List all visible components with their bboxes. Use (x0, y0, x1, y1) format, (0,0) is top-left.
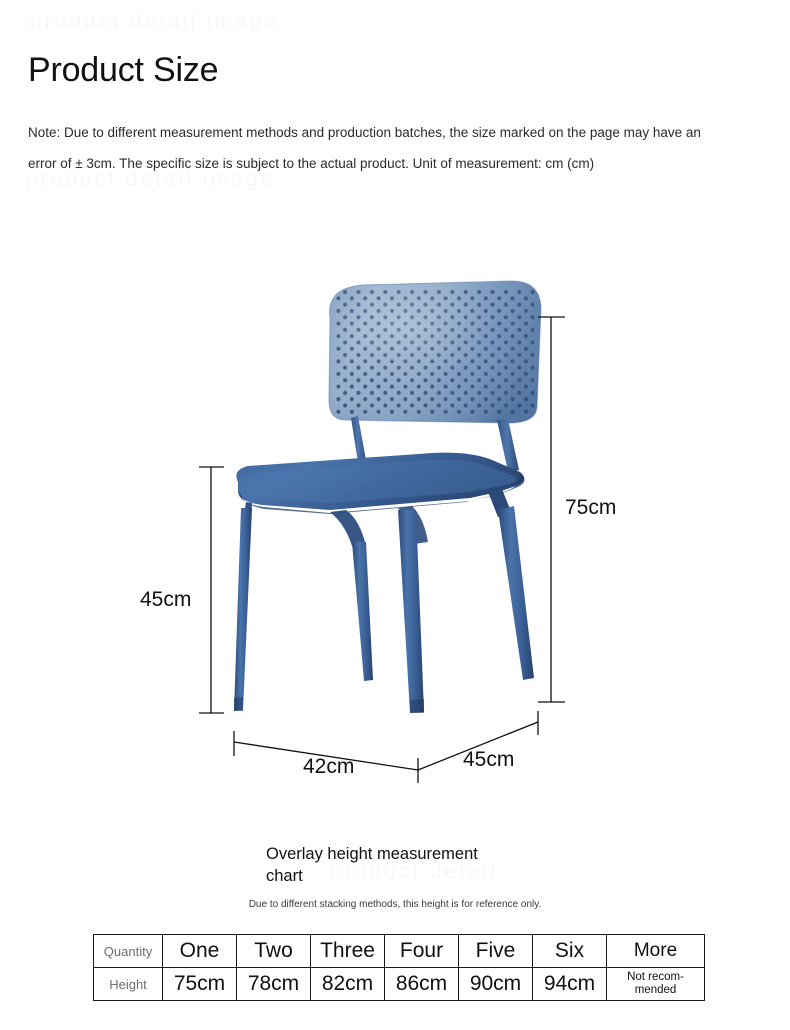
dimension-total-height (538, 317, 565, 702)
chair-diagram (0, 270, 790, 800)
cell-quantity-more: More (607, 935, 705, 968)
stacking-height-table (93, 934, 705, 1001)
cell-height-6: 94cm (533, 968, 607, 1001)
cell-quantity-5: Five (459, 935, 533, 968)
dimension-label-seat-height: 45cm (140, 588, 192, 611)
cell-height-3: 82cm (311, 968, 385, 1001)
watermark-ghost-mid: product detail image (26, 168, 276, 191)
cell-quantity-6: Six (533, 935, 607, 968)
cell-height-more-line2: mended (634, 984, 677, 996)
cell-height-2: 78cm (237, 968, 311, 1001)
chair-illustration-svg (0, 270, 790, 800)
row-header-quantity: Quantity (94, 935, 163, 968)
cell-height-more-line1: Not recom- (627, 971, 684, 983)
cell-height-1: 75cm (163, 968, 237, 1001)
chair-backrest (329, 281, 543, 425)
dimension-label-depth: 42cm (303, 755, 355, 778)
cell-height-more (607, 968, 705, 1001)
page-title: Product Size (28, 50, 219, 89)
cell-quantity-2: Two (237, 935, 311, 968)
dimension-label-total-height: 75cm (565, 496, 617, 519)
table-row-height (94, 968, 705, 1001)
table-row-quantity (94, 935, 705, 968)
watermark-ghost-bottom: product detail (330, 860, 499, 883)
overlay-chart-title: Overlay height measurement chart (266, 845, 478, 885)
cell-quantity-3: Three (311, 935, 385, 968)
cell-height-4: 86cm (385, 968, 459, 1001)
measurement-note: Note: Due to different measurement methods and production batches, the size marked on the page may have an error of ± 3cm. The specific size is subject to the actual product. Unit of measurement: cm (cm) (28, 124, 701, 171)
dimension-label-width: 45cm (463, 748, 515, 771)
watermark-ghost-top: product detail image (30, 10, 280, 33)
dimension-width (418, 711, 538, 783)
chair-seat (236, 453, 524, 514)
cell-quantity-4: Four (385, 935, 459, 968)
overlay-chart-note: Due to different stacking methods, this height is for reference only. (248, 899, 542, 910)
cell-quantity-1: One (163, 935, 237, 968)
row-header-height: Height (94, 968, 163, 1001)
cell-height-5: 90cm (459, 968, 533, 1001)
dimension-seat-height (199, 467, 224, 713)
chair-legs (234, 506, 534, 713)
